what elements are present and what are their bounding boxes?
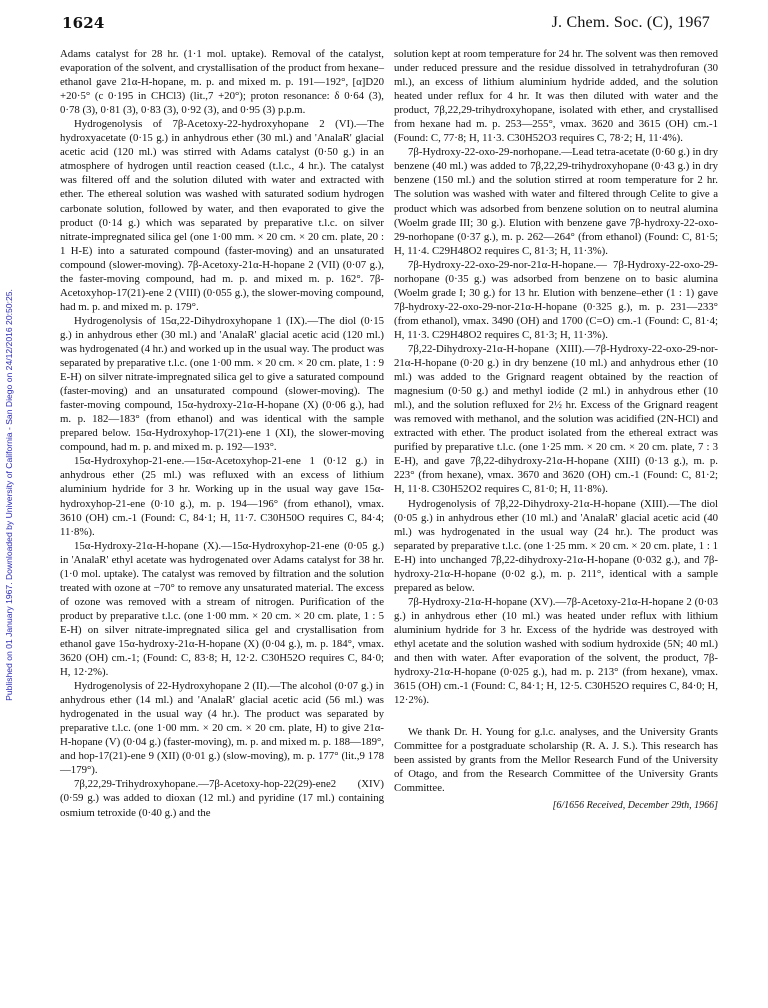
paragraph: 7β,22,29-Trihydroxyhopane.—7β-Acetoxy-hop-22(29)-ene2 (XIV) (0·59 g.) was added to dioxan (12 ml.) and pyridine (17 ml.) containing osmium tetroxide (0·40 g.) and the [60,778,384,819]
paragraph: Adams catalyst for 28 hr. (1·1 mol. uptake). Removal of the catalyst, evaporation of the solvent, and crystallisation of the product from hexane–ethanol gave 21α-H-hopane, m. p. and mixed m. p. 191—192°, [α]D20 +20·5° (c 0·195 in CHCl3) (lit.,7 +20°); proton resonance: δ 0·64 (3), 0·78 (3), 0·81 (3), 0·83 (3), 0·92 (3), and 0·95 (3) p.p.m. [60,48,384,117]
page-number: 1624 [62,14,105,32]
download-notice: Published on 01 January 1967. Downloaded by University of California - San Diego on 24/12/2016 20:50:25. [4,289,14,701]
left-column [60,47,384,820]
right-column [394,47,718,813]
paragraph: Hydrogenolysis of 7β,22-Dihydroxy-21α-H-hopane (XIII).—The diol (0·05 g.) in anhydrous ether (10 ml.) and 'AnalaR' glacial acetic acid (40 ml.) was hydrogenated in the usual way (24 hr.). The product was separated by preparative t.l.c. (one 1·25 mm. × 20 cm. × 20 cm. plate, 1 : 1 E-H) into unchanged 7β,22-dihydroxy-21α-H-hopane (0·032 g.), and 7β-hydroxy-21α-H-hopane (0·02 g.), m. p. 211°, identical with a sample prepared as below. [394,497,718,594]
journal-citation: J. Chem. Soc. (C), 1967 [551,14,710,31]
paragraph: 15α-Hydroxyhop-21-ene.—15α-Acetoxyhop-21-ene 1 (0·12 g.) in anhydrous ether (25 ml.) was refluxed with an excess of lithium aluminium hydride for 3 hr. Working up in the usual way gave 15α-hydroxyhop-21-ene (0·10 g.), m. p. 194—196° (from ethanol), νmax. 3610 (OH) cm.-1 (Found: C, 84·1; H, 11·7. C30H50O requires C, 84·4; 11·8%). [60,455,384,538]
acknowledgement: We thank Dr. H. Young for g.l.c. analyses, and the University Grants Committee for a postgraduate scholarship (R. A. J. S.). This research has been assisted by grants from the Mellor Research Fund of the University of Otago, and from the Research Committee of the University Grants Committee. [394,726,718,795]
paragraph: Hydrogenolysis of 7β-Acetoxy-22-hydroxyhopane 2 (VI).—The hydroxyacetate (0·15 g.) in anhydrous ether (30 ml.) and 'AnalaR' glacial acetic acid (120 ml.) was stirred with Adams catalyst (0·50 g.) in an atmosphere of hydrogen until reaction ceased (t.l.c., 4 hr.). The catalyst was filtered off and the solution diluted with water and extracted with ether. The ethereal solution was washed with saturated sodium hydrogen carbonate solution, followed by water, and then evaporated to give the product (0·14 g.) which was separated by preparative t.l.c. on silver nitrate-impregnated silica gel (one 1·00 mm. × 20 cm. × 20 cm. plate, 20 : 1 H-E) into a saturated compound (faster-moving) and an unsaturated compound (slower-moving). 7β-Acetoxy-21α-H-hopane 2 (VII) (0·07 g.), the faster-moving compound, had m. p. and mixed m. p. 162°. 7β-Acetoxyhop-17(21)-ene 2 (VIII) (0·055 g.), the slower-moving compound, had m. p. and mixed m. p. 179°. [60,118,384,313]
paragraph: solution kept at room temperature for 24 hr. The solvent was then removed under reduced pressure and the residue dissolved in tetrahydrofuran (30 ml.), an excess of lithium aluminium hydride added, and the solution heated under reflux for 4 hr. It was then diluted with water and the product, 7β,22,29-trihydroxyhopane, isolated with ether, and crystallised from hexane had m. p. 253—255°, νmax. 3620 and 3615 (OH) cm.-1 (Found: C, 77·8; H, 11·3. C30H52O3 requires C, 78·2; H, 11·4%). [394,48,718,145]
paragraph: 7β-Hydroxy-22-oxo-29-norhopane.—Lead tetra-acetate (0·60 g.) in dry benzene (40 ml.) was added to 7β,22,29-trihydroxyhopane (0·43 g.) in dry benzene (150 ml.) and the solution stirred at room temperature for 2 hr. The solution was washed with water and filtered through Celite to give a product which was adsorbed from benzene solution on to neutral alumina (Woelm grade III; 30 g.). Elution with benzene gave 7β-hydroxy-22-oxo-29-norhopane (0·37 g.), m. p. 262—264° (from ethanol) (Found: C, 81·5; H, 11·4. C29H48O2 requires C, 81·3; H, 11·3%). [394,146,718,257]
paragraph: 7β-Hydroxy-21α-H-hopane (XV).—7β-Acetoxy-21α-H-hopane 2 (0·03 g.) in anhydrous ether (10 ml.) was heated under reflux with lithium aluminium hydride for 3 hr. Excess of the hydride was destroyed with ethyl acetate and the solution washed with sodium hydroxide (5N; 40 ml.) and then with water. After evaporation of the solvent, the product, 7β-hydroxy-21α-H-hopane (0·025 g.), had m. p. 213° (from hexane), νmax. 3615 (OH) cm.-1 (Found: C, 84·1; H, 12·5. C30H52O requires C, 84·0; H, 12·2%). [394,595,718,707]
paragraph: 15α-Hydroxy-21α-H-hopane (X).—15α-Hydroxyhop-21-ene (0·05 g.) in 'AnalaR' ethyl acetate was hydrogenated over Adams catalyst for 38 hr. (1·0 mol. uptake). The catalyst was removed by filtration and the solution treated with ozone at −70° to remove any unsaturated material. The excess of ozone was removed with a stream of nitrogen. Purification of the product by preparative t.l.c. (one 1·00 mm. × 20 cm. × 20 cm. plate, 1 : 5 E-H) on silver nitrate-impregnated silica gel and crystallisation from ethanol gave 15α-hydroxy-21α-H-hopane (X) (0·04 g.), m. p. 184°, νmax. 3620 (OH) cm.-1; (Found: C, 83·8; H, 12·2. C30H52O requires C, 84·0; H, 12·2%). [60,539,384,679]
received-line: [6/1656 Received, December 29th, 1966] [552,800,718,812]
paragraph: 7β,22-Dihydroxy-21α-H-hopane (XIII).—7β-Hydroxy-22-oxo-29-nor-21α-H-hopane (0·20 g.) in dry benzene (10 ml.) and anhydrous ether (10 ml.) was added to the Grignard reagent obtained by the reaction of magnesium (0·50 g.) and methyl iodide (2 ml.) in anhydrous ether (10 ml.), and the solution refluxed for 2½ hr. Excess of the Grignard reagent was removed with methanol, and the solution was acidified (2N-HCl) and extracted with ether. The product isolated from the ethereal extract was purified by preparative t.l.c. (one 1·25 mm. × 20 cm. × 20 cm. plate, 7 : 3 E-H), and gave 7β,22-dihydroxy-21α-H-hopane (XIII) (0·13 g.), m. p. 223° (from hexane), νmax. 3670 and 3620 (OH) cm.-1 (Found: C, 81·2; H, 11·8. C30H52O2 requires C, 81·0; H, 11·8%). [394,342,718,496]
paragraph: Hydrogenolysis of 22-Hydroxyhopane 2 (II).—The alcohol (0·07 g.) in anhydrous ether (14 ml.) and 'AnalaR' glacial acetic acid (56 ml.) was hydrogenated in the usual way (4 hr.). The product was separated by preparative t.l.c. (one 1·00 mm. × 20 cm. × 20 cm. plate, H) to give 21α-H-hopane (V) (0·04 g.) (faster-moving), m. p. and mixed m. p. 188—189°, and hop-17(21)-ene 9 (XII) (0·01 g.) (slow-moving), m. p. 177° (lit.,9 178—179°). [60,680,384,777]
paragraph: 7β-Hydroxy-22-oxo-29-nor-21α-H-hopane.— 7β-Hydroxy-22-oxo-29-norhopane (0·35 g.) was adsorbed from benzene on to basic alumina (Woelm grade I; 30 g.) for 13 hr. Elution with benzene–ether (1 : 1) gave 7β-hydroxy-22-oxo-29-nor-21α-H-hopane (0·325 g.), m. p. 231—233° (from ethanol), νmax. 3490 (OH) and 1700 (C=O) cm.-1 (Found: C, 81·4; H, 11·3. C29H48O2 requires C, 81·3; H, 11·3%). [394,258,718,341]
download-watermark [2,150,16,840]
paragraph: Hydrogenolysis of 15α,22-Dihydroxyhopane 1 (IX).—The diol (0·15 g.) in anhydrous ether (30 ml.) and 'AnalaR' glacial acetic acid (120 ml.) was hydrogenated (4 hr.) and worked up in the usual way. The product was separated by preparative t.l.c. (one 1·00 mm. × 20 cm. × 20 cm. plate, 1 : 9 E-H) on silver nitrate-impregnated silica gel to give a saturated compound (faster-moving) and an unsaturated compound (slower-moving). The faster-moving compound, 15α-hydroxy-21α-H-hopane (X) (0·06 g.), had m. p. 182—183° (from ethanol) and was identical with the sample prepared below. 15α-Hydroxyhop-17(21)-ene 1 (XI), the slower-moving compound, had m. p. and mixed m. p. 192—193°. [60,314,384,454]
